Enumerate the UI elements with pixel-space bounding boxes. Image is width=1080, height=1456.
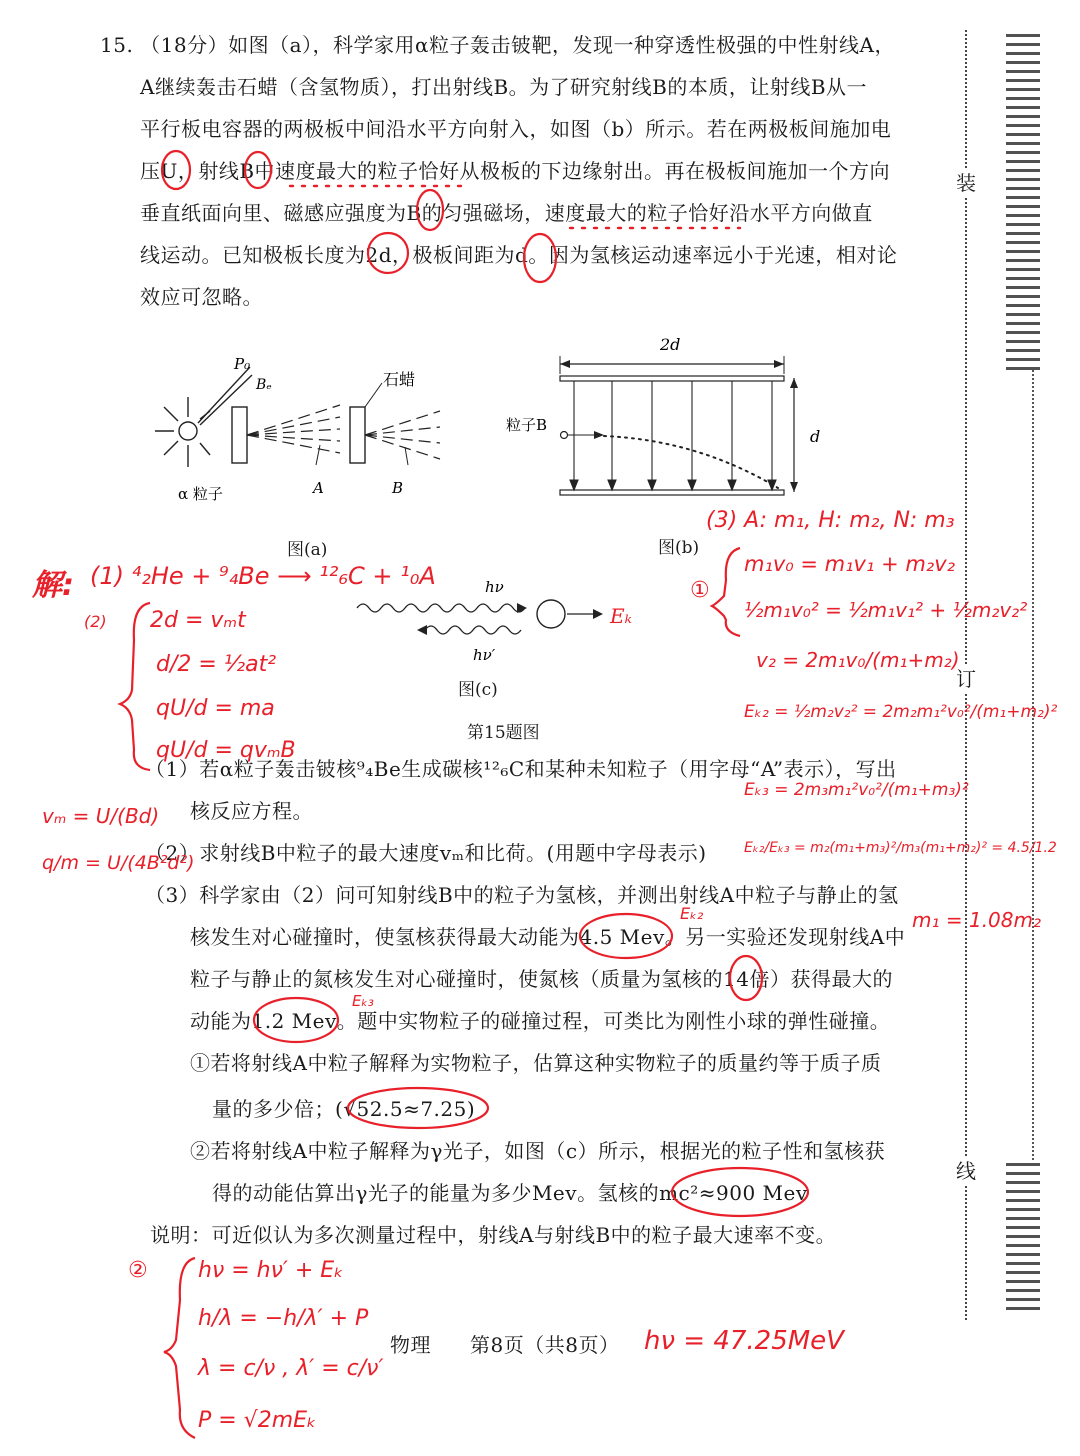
part3-line-2: 核发生对心碰撞时，使氢核获得最大动能为4.5 Mev。另一实验还发现射线A中 — [190, 925, 906, 949]
footer-page: 第8页（共8页） — [470, 1333, 620, 1357]
margin-zhuang: 装 — [956, 171, 977, 195]
margin-xian: 线 — [956, 1159, 977, 1183]
bracket-part2 — [120, 603, 150, 770]
part1-line-2: 核反应方程。 — [190, 799, 313, 823]
margin-ding: 订 — [956, 667, 977, 691]
hw-p2-eq1: 2d = vₘt — [150, 608, 246, 633]
caption-fig-a: 图(a) — [287, 540, 328, 560]
caption-fig-c: 图(c) — [458, 680, 498, 700]
hw-final-result: hν = 47.25MeV — [644, 1326, 844, 1356]
note-line: 说明：可近似认为多次测量过程中，射线A与射线B中的粒子最大速率不变。 — [150, 1223, 837, 1247]
label-alpha: α 粒子 — [178, 485, 223, 503]
hw-ek2-label: Eₖ₂ — [680, 904, 704, 923]
circle-U — [162, 151, 190, 189]
part3-q2-line-2: 得的动能估算出γ光子的能量为多少Mev。氢核的mc²≈900 Mev — [212, 1181, 808, 1205]
label-hv-prime: hν′ — [473, 646, 496, 664]
circle-4-5 — [580, 914, 672, 958]
hw-m-eq1: m₁v₀ = m₁v₁ + m₂v₂ — [744, 552, 956, 576]
label-ray-a: A — [313, 479, 324, 497]
caption-fig-b: 图(b) — [658, 538, 700, 558]
hw-q2-eq4: P = √2mEₖ — [198, 1408, 317, 1433]
hw-solution-label: 解: — [32, 568, 74, 603]
hw-v2-eq: v₂ = 2m₁v₀/(m₁+m₂) — [756, 648, 960, 672]
hw-q2-eq2: h/λ = −h/λ′ + P — [198, 1306, 369, 1331]
hw-qm-result: q/m = U/(4B²d²) — [42, 852, 195, 874]
circle-sqrt — [348, 1088, 488, 1128]
circle-B — [245, 152, 271, 188]
label-be: Bₑ — [256, 377, 272, 393]
circle-1-2 — [254, 998, 338, 1042]
hw-p3-header: (3) A: m₁, H: m₂, N: m₃ — [706, 508, 955, 533]
question-line-2: A继续轰击石蜡（含氢物质），打出射线B。为了研究射线B的本质，让射线B从一 — [140, 75, 868, 99]
hw-p2-eq3: qU/d = ma — [156, 696, 275, 721]
question-line-1: 15. （18分）如图（a），科学家用α粒子轰击铍靶，发现一种穿透性极强的中性射线A， — [100, 33, 895, 57]
question-line-4: 压U，射线B中速度最大的粒子恰好从极板的下边缘射出。再在极板间施加一个方向 — [140, 159, 891, 183]
hw-vm-result: vₘ = U/(Bd) — [42, 804, 160, 828]
hw-ek3-eq: Eₖ₃ = 2m₃m₁²v₀²/(m₁+m₃)² — [744, 780, 969, 800]
hw-q2-eq1: hν = hν′ + Eₖ — [198, 1258, 344, 1283]
part3-q2-line-1: ②若将射线A中粒子解释为γ光子，如图（c）所示，根据光的粒子性和氢核获 — [190, 1139, 886, 1163]
label-particle-b: 粒子B — [506, 416, 548, 434]
hw-ek2-eq: Eₖ₂ = ½m₂v₂² = 2m₂m₁²v₀²/(m₁+m₂)² — [744, 702, 1058, 722]
caption-group: 第15题图 — [467, 723, 540, 743]
circle-14 — [730, 956, 762, 1000]
circle-2d — [368, 233, 408, 273]
hw-m-eq2: ½m₁v₀² = ½m₁v₁² + ½m₂v₂² — [744, 598, 1028, 622]
hw-eq1: (1) ⁴₂He + ⁹₄Be ⟶ ¹²₆C + ¹₀A — [90, 562, 436, 590]
circle-B-field — [417, 190, 443, 230]
label-d: d — [810, 427, 821, 446]
part2-line: （2）求射线B中粒子的最大速度vₘ和比荷。(用题中字母表示) — [145, 841, 707, 865]
circle-d — [524, 234, 556, 282]
hw-ratio-eq: Eₖ₂/Eₖ₃ = m₂(m₁+m₃)²/m₃(m₁+m₂)² = 4.5/1.2 — [744, 840, 1057, 856]
part3-line-1: （3）科学家由（2）问可知射线B中的粒子为氢核，并测出射线A中粒子与静止的氢 — [145, 883, 899, 907]
label-2d: 2d — [660, 335, 681, 354]
circle-mc2 — [672, 1168, 808, 1216]
hw-circle-2: ② — [128, 1258, 148, 1283]
part3-line-4: 动能为1.2 Mev。题中实物粒子的碰撞过程，可类比为刚性小球的弹性碰撞。 — [190, 1009, 891, 1033]
part3-q1-line-2: 量的多少倍；(√52.5≈7.25) — [212, 1097, 476, 1121]
hw-ek-label: Eₖ — [610, 604, 632, 628]
label-ray-b: B — [392, 479, 404, 497]
hw-circle-1: ① — [690, 578, 710, 603]
hw-p2-label: (2) — [84, 612, 107, 631]
part3-q1-line-1: ①若将射线A中粒子解释为实物粒子，估算这种实物粒子的质量约等于质子质 — [190, 1051, 882, 1075]
question-line-6: 线运动。已知极板长度为2d，极板间距为d。因为氢核运动速率远小于光速，相对论 — [140, 243, 898, 267]
label-paraffin: 石蜡 — [383, 370, 416, 389]
question-line-7: 效应可忽略。 — [140, 285, 263, 309]
bracket-p3 — [712, 548, 740, 636]
question-line-3: 平行板电容器的两极板中间沿水平方向射入，如图（b）所示。若在两极板间施加电 — [140, 117, 892, 141]
hw-ek3-label: Eₖ₃ — [352, 992, 374, 1010]
hw-m1-result: m₁ = 1.08m₂ — [912, 908, 1042, 932]
label-hv: hν — [485, 578, 504, 596]
hw-p2-eq4: qU/d = qvₘB — [156, 738, 296, 763]
label-po: P₀ — [234, 355, 251, 373]
question-line-5: 垂直纸面向里、磁感应强度为B的匀强磁场，速度最大的粒子恰好沿水平方向做直 — [140, 201, 873, 225]
footer-subject: 物理 — [390, 1333, 431, 1357]
part3-line-3: 粒子与静止的氮核发生对心碰撞时，使氮核（质量为氢核的14倍）获得最大的 — [190, 967, 893, 991]
part1-line-1: （1）若α粒子轰击铍核⁹₄Be生成碳核¹²₆C和某种未知粒子（用字母“A”表示），写出 — [145, 757, 897, 781]
hw-q2-eq3: λ = c/ν , λ′ = c/ν′ — [198, 1356, 384, 1381]
hw-p2-eq2: d/2 = ½at² — [156, 652, 277, 677]
bracket-q2 — [164, 1258, 195, 1438]
